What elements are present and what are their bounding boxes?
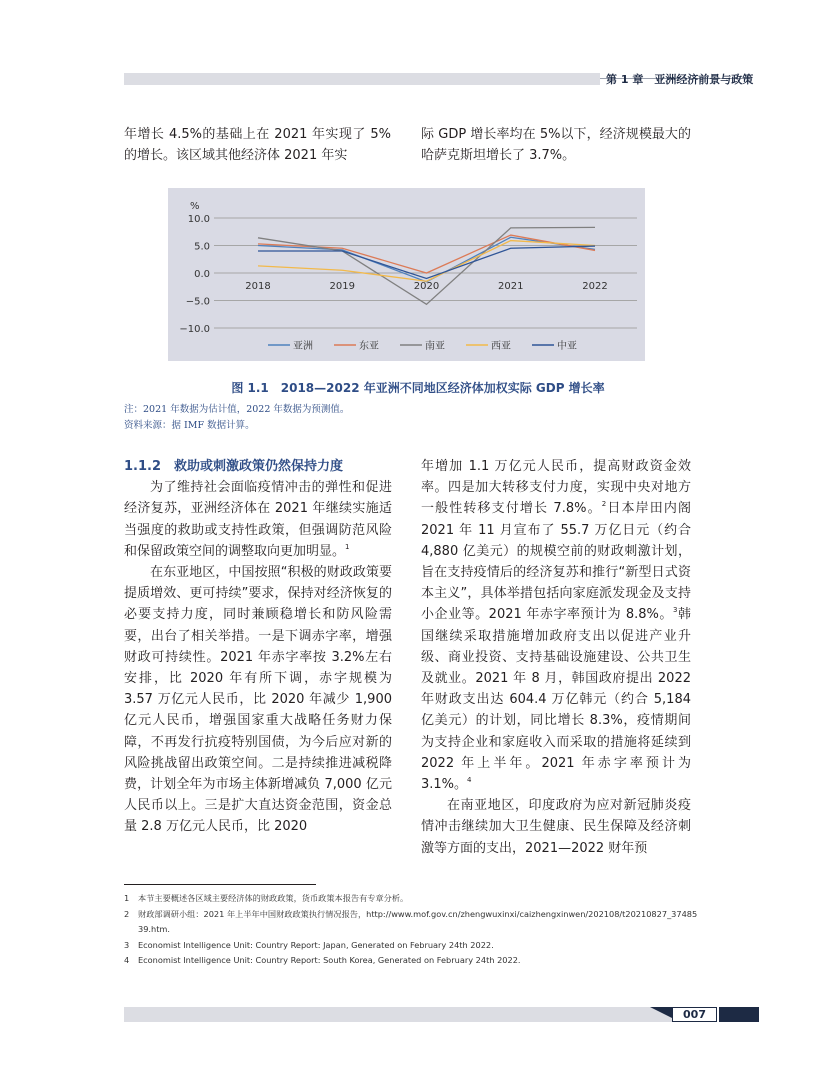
footnote: 1 本节主要概述各区域主要经济体的财政政策，货币政策本报告有专章分析。 — [124, 893, 409, 903]
right-column — [421, 456, 691, 859]
legend-label: 中亚 — [557, 341, 577, 352]
footnotes — [124, 891, 699, 969]
legend-label: 亚洲 — [293, 341, 313, 352]
footnote: 4 Economist Intelligence Unit: Country Report: South Korea, Generated on February 24th 2022. — [124, 955, 521, 965]
footnote-rule — [124, 884, 316, 885]
paragraph: 为了维持社会面临疫情冲击的弹性和促进经济复苏，亚洲经济体在 2021 年继续实施适当强度的救助或支持性政策，但强调防范风险和保留政策空间的调整取向更加明显。$^1$ — [124, 480, 392, 559]
x-tick-label: 2020 — [413, 281, 440, 292]
x-tick-label: 2019 — [329, 281, 355, 292]
legend-label: 南亚 — [425, 341, 445, 352]
paragraph: 年增加 1.1 万亿元人民币，提高财政资金效率。四是加大转移支付力度，实现中央对地方一般性转移支付增长 7.8%。$^2$日本岸田内阁 2021 年 11 月宣布了 55.7 万亿日元（约合 4,880 亿美元）的规模空前的财政刺激计划，旨在支持疫情后的经济复苏和推行“新型日式资本主义”，具体举措包括向家庭派发现金及支持小企业等。2021 年赤字率预计为 8.8%。$^3$韩国继续采取措施增加政府支出以促进产业升级、商业投资、支持基础设施建设、公共卫生及就业。2021 年 8 月，韩国政府提出 2022 年财政支出达 604.4 万亿韩元（约合 5,184 亿美元）的计划，同比增长 8.3%，疫情期间为支持企业和家庭收入而采取的措施将延续到 2022 年上半年。2021 年赤字率预计为 3.1%。$^4$ — [421, 459, 691, 793]
y-tick-label: 5.0 — [194, 241, 210, 253]
y-tick-label: −10.0 — [179, 324, 210, 335]
left-column — [124, 456, 392, 838]
footnote-ref[interactable]: 1 — [345, 542, 350, 551]
top-left-text: 年增长 4.5%的基础上在 2021 年实现了 5%的增长。该区域其他经济体 2021 年实 — [124, 127, 391, 164]
gdp-growth-line-chart — [168, 188, 645, 361]
y-tick-label: −5.0 — [185, 296, 210, 308]
footer-block — [719, 1007, 759, 1022]
top-right-text: 际 GDP 增长率均在 5%以下，经济规模最大的哈萨克斯坦增长了 3.7%。 — [421, 127, 691, 164]
header-bar — [124, 73, 600, 85]
x-tick-label: 2022 — [582, 281, 608, 292]
x-tick-label: 2018 — [245, 281, 271, 292]
figure-note: 注：2021 年数据为估计值，2022 年数据为预测值。 — [124, 404, 350, 415]
y-tick-label: 0.0 — [194, 269, 210, 280]
footnote-ref[interactable]: 3 — [672, 606, 678, 615]
x-tick-label: 2021 — [498, 281, 524, 292]
footnote: 3 Economist Intelligence Unit: Country Report: Japan, Generated on February 24th 2022. — [124, 939, 494, 950]
figure-source: 资料来源：据 IMF 数据计算。 — [124, 420, 255, 431]
footer-bar — [124, 1007, 672, 1022]
legend-label: 东亚 — [359, 341, 379, 352]
y-axis-unit: % — [190, 201, 200, 212]
footnote-ref[interactable]: 2 — [601, 500, 607, 509]
figure-caption: 图 1.1 2018—2022 年亚洲不同地区经济体加权实际 GDP 增长率 — [231, 381, 605, 395]
chapter-title: 第 1 章 亚洲经济前景与政策 — [606, 73, 754, 86]
y-tick-label: 10.0 — [187, 214, 210, 225]
legend-label: 西亚 — [491, 341, 511, 352]
paragraph: 在南亚地区，印度政府为应对新冠肺炎疫情冲击继续加大卫生健康、民生保障及经济刺激等方面的支出，2021—2022 财年预 — [421, 798, 691, 856]
footnote: 2 财政部调研小组：2021 年上半年中国财政政策执行情况报告，http://www.mof.gov.cn/zhengwuxinxi/caizhengxinwen/202108/t20210827_3748539.htm. — [124, 908, 698, 934]
paragraph: 在东亚地区，中国按照“积极的财政政策要提质增效、更可持续”要求，保持对经济恢复的必要支持力度，同时兼顾稳增长和防风险需要，出台了相关举措。一是下调赤字率，增强财政可持续性。2021 年赤字率按 3.2%左右安排，比 2020 年有所下调，赤字规模为 3.57 万亿元人民币，比 2020 年减少 1,900 亿元人民币，增强国家重大战略任务财力保障，不再发行抗疫特别国债，为今后应对新的风险挑战留出政策空间。二是持续推进减税降费，计划全年为市场主体新增减负 7,000 亿元人民币以上。三是扩大直达资金范围，资金总量 2.8 万亿元人民币，比 2020 — [124, 565, 392, 835]
page-number: 007 — [683, 1008, 706, 1021]
section-title: 1.1.2 救助或刺激政策仍然保持力度 — [124, 459, 344, 474]
footnote-ref[interactable]: 4 — [467, 776, 472, 785]
